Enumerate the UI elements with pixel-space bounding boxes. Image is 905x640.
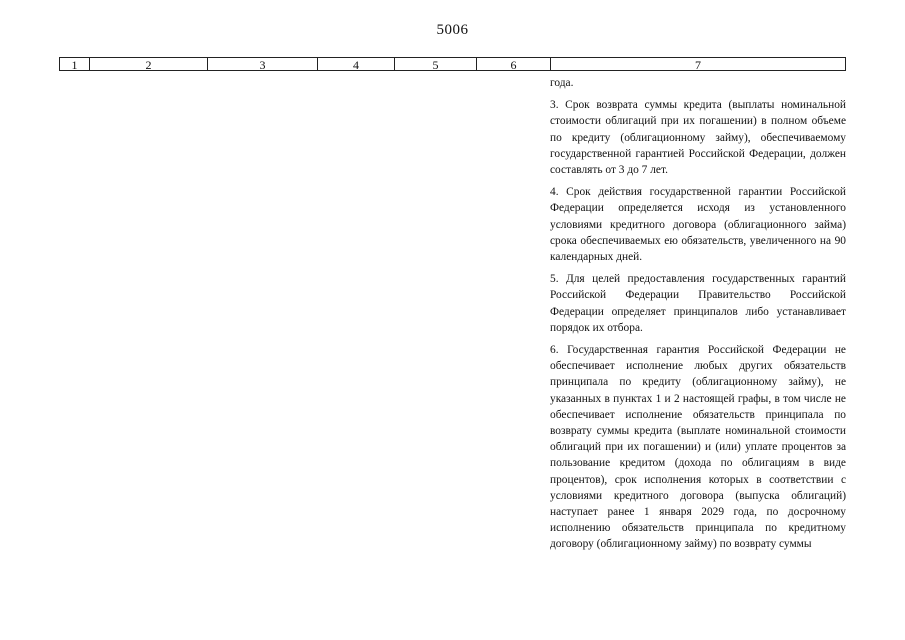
column-header-3: 3 — [208, 58, 318, 70]
paragraph-6: 6. Государственная гарантия Российской Федерации не обеспечивает исполнение любых других обязательств принципала по кредиту (облигационному займу), не указанных в пунктах 1 и 2 настоящей графы, в том числе не обеспечивает исполнение обязательств принципала по возврату суммы кредита (выплате номинальной стоимости облигаций при их погашении) и (или) уплате процентов за пользование кредитом (дохода по облигациям в виде процентов), срок исполнения которых в соответствии с условиями кредитного договора (выпуска облигаций) наступает ранее 1 января 2029 года, по досрочному исполнению обязательств принципала по кредитному договору (облигационному займу) по возврату суммы — [550, 344, 846, 551]
column-header-2: 2 — [90, 58, 208, 70]
page-number: 5006 — [436, 22, 469, 38]
paragraph-5: 5. Для целей предоставления государственных гарантий Российской Федерации Правительство Российской Федерации определяет принципалов либо устанавливает порядок их отбора. — [550, 273, 846, 334]
column-header-1: 1 — [60, 58, 90, 70]
column-header-5: 5 — [395, 58, 477, 70]
table-header-row — [59, 57, 846, 71]
paragraph-3: 3. Срок возврата суммы кредита (выплаты номинальной стоимости облигаций при их погашении) в полном объеме по кредиту (облигационному займу), обеспечиваемому государственной гарантией Российской Федерации, должен составлять от 3 до 7 лет. — [550, 99, 846, 177]
paragraph-4: 4. Срок действия государственной гарантии Российской Федерации определяется исходя из установленного условиями кредитного договора (облигационного займа) срока обеспечиваемых ею обязательств, увеличенного на 90 календарных дней. — [550, 186, 846, 264]
column-header-7: 7 — [695, 58, 701, 72]
column-7-text — [550, 75, 846, 559]
column-header-6: 6 — [477, 58, 551, 70]
column-header-4: 4 — [318, 58, 395, 70]
paragraph-continuation: года. — [550, 77, 574, 89]
